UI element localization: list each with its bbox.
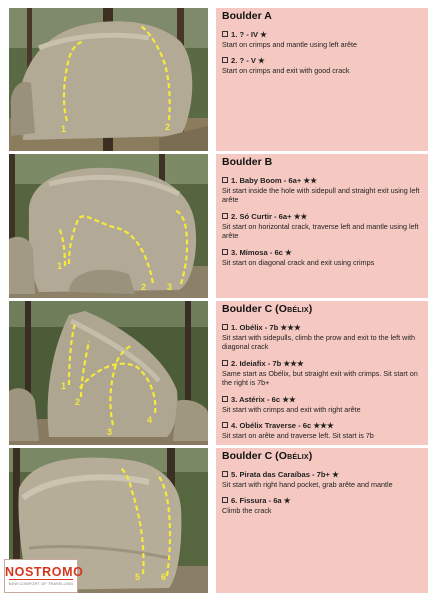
route-stars: ★	[332, 470, 339, 479]
route-entry	[222, 56, 423, 75]
checkbox[interactable]	[222, 396, 228, 402]
boulder-title-text: Boulder A	[222, 10, 272, 22]
boulder-subtitle: (Obélix)	[275, 450, 313, 462]
checkbox[interactable]	[222, 324, 228, 330]
boulder-c-route-number: 3	[107, 427, 113, 437]
route-stars: ★★	[282, 394, 296, 404]
boulder-title	[222, 10, 423, 23]
route-heading	[222, 395, 423, 405]
route-description: Sit start with right hand pocket, grab arête and mantle	[222, 480, 393, 489]
boulder-c2-route-number: 5	[135, 572, 141, 582]
route-entry	[222, 359, 423, 388]
route-stars: ★★★	[283, 358, 304, 368]
route-entry	[222, 395, 423, 414]
boulder-b-photo	[9, 154, 208, 298]
checkbox[interactable]	[222, 177, 228, 183]
checkbox[interactable]	[222, 360, 228, 366]
boulder-c-route-number: 1	[61, 381, 67, 391]
route-heading	[222, 56, 423, 66]
route-stars: ★	[285, 247, 292, 257]
route-heading	[222, 323, 423, 333]
boulder-title-text: Boulder B	[222, 156, 273, 168]
route-label: 5. Pirata das Caraíbas - 7b+	[231, 470, 330, 479]
route-label: 2. ? - V	[231, 56, 256, 66]
route-heading	[222, 496, 423, 506]
route-label: 3. Mimosa - 6c	[231, 247, 283, 257]
boulder-a-panel	[216, 8, 428, 151]
route-stars: ★★	[303, 176, 318, 185]
boulder-c-route-number: 2	[75, 397, 81, 407]
route-label: 1. ? - IV	[231, 30, 259, 39]
route-entry	[222, 421, 423, 440]
route-label: 2. Só Curtir - 6a+	[231, 211, 292, 221]
boulder-c-row	[9, 301, 423, 445]
route-heading	[222, 421, 423, 431]
route-entry	[222, 323, 423, 352]
route-heading	[222, 212, 423, 222]
route-description: Sit start with sidepulls, climb the prow and exit to the left with diagonal crack	[222, 333, 415, 352]
route-description: Sit start on arête and traverse left. Sit start is 7b	[222, 431, 374, 441]
route-entry	[222, 496, 423, 515]
checkbox[interactable]	[222, 213, 228, 219]
route-entry	[222, 470, 423, 489]
route-description: Sit start inside the hole with sidepull and straight exit using left arête	[222, 186, 420, 205]
route-label: 3. Astérix - 6c	[231, 394, 281, 404]
route-entry	[222, 248, 423, 267]
checkbox[interactable]	[222, 31, 228, 37]
logo-divider	[9, 579, 73, 580]
route-label: 2. Ideiafix - 7b	[231, 358, 282, 368]
checkbox[interactable]	[222, 249, 228, 255]
boulder-a-route-number: 1	[61, 124, 67, 134]
checkbox[interactable]	[222, 497, 228, 503]
boulder-subtitle: (Obélix)	[275, 303, 313, 315]
route-stars: ★	[258, 56, 265, 66]
boulder-title-text: Boulder C	[222, 303, 273, 315]
boulder-c2-panel	[216, 448, 428, 593]
boulder-c-photo	[9, 301, 208, 445]
boulder-a-row	[9, 8, 423, 151]
route-entry	[222, 30, 423, 49]
route-stars: ★★	[293, 211, 308, 221]
route-label: 4. Obélix Traverse - 6c	[231, 421, 312, 431]
route-stars: ★★★	[280, 323, 301, 332]
route-description: Start on crimps and mantle using left arête	[222, 40, 358, 49]
boulder-c2-route-number: 6	[161, 572, 167, 582]
checkbox[interactable]	[222, 471, 228, 477]
checkbox[interactable]	[222, 57, 228, 63]
route-description: Same start as Obélix, but straight exit with crimps. Sit start on the right is 7b+	[222, 368, 418, 388]
boulder-b-row	[9, 154, 423, 298]
route-stars: ★	[283, 496, 291, 506]
route-description: Sit start on horizontal crack, traverse left and mantle using left arête	[222, 221, 419, 241]
boulder-c-panel	[216, 301, 428, 445]
boulder-c-route-number: 4	[147, 415, 153, 425]
route-description: Start on crimps and exit with good crack	[222, 66, 350, 76]
route-entry	[222, 176, 423, 205]
route-stars: ★	[260, 30, 267, 39]
route-description: Climb the crack	[222, 506, 272, 516]
boulder-a-photo	[9, 8, 208, 151]
route-entry	[222, 212, 423, 241]
checkbox[interactable]	[222, 422, 228, 428]
route-description: Sit start with crimps and exit with right arête	[222, 404, 361, 414]
boulder-b-route-number: 3	[167, 282, 173, 292]
route-label: 1. Obélix - 7b	[231, 323, 279, 332]
route-description: Sit start on diagonal crack and exit using crimps	[222, 257, 375, 267]
route-heading	[222, 470, 423, 480]
boulder-b-panel	[216, 154, 428, 298]
logo-name: NOSTROMO	[5, 565, 84, 579]
boulder-b-route-number: 2	[141, 282, 147, 292]
route-heading	[222, 248, 423, 258]
logo-tagline: NEW COMFORT OF TRAVELLING	[8, 582, 74, 586]
boulder-title	[222, 450, 423, 463]
boulder-b-route-number: 1	[57, 261, 63, 271]
boulder-title	[222, 156, 423, 169]
nostromo-logo	[4, 559, 84, 593]
boulder-title-text: Boulder C	[222, 450, 273, 462]
route-label: 6. Fissura - 6a	[231, 496, 282, 506]
route-label: 1. Baby Boom - 6a+	[231, 176, 302, 185]
route-heading	[222, 359, 423, 369]
route-stars: ★★★	[313, 421, 334, 431]
boulder-a-route-number: 2	[165, 122, 171, 132]
boulder-title	[222, 303, 423, 316]
route-heading	[222, 176, 423, 186]
route-heading	[222, 30, 423, 40]
